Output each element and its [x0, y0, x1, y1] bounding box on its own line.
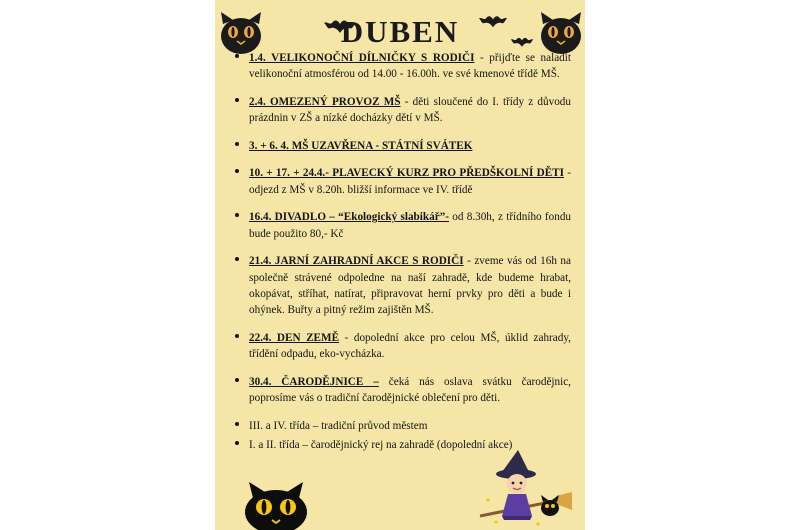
list-item — [233, 138, 571, 154]
witch-on-broom-icon — [468, 450, 573, 528]
event-lead: 16.4. DIVADLO – “Ekologický slabikář”- — [249, 211, 449, 224]
poster-header — [215, 6, 585, 56]
bullet-icon — [235, 54, 239, 58]
list-item — [233, 330, 571, 363]
event-lead: 30.4. ČARODĚJNICE – — [249, 375, 379, 388]
black-cat-icon — [239, 480, 314, 530]
poster-sheet — [215, 0, 585, 530]
list-item — [233, 253, 571, 319]
events-list — [233, 50, 571, 456]
sub-item-text: III. a IV. třída – tradiční průvod městem — [249, 419, 428, 432]
event-text: - přijďte se naladit velikonoční atmosférou od 14.00 - 16.00h. ve své kmenové třídě MŠ. — [249, 52, 571, 81]
list-item — [233, 209, 571, 242]
bullet-icon — [235, 169, 239, 173]
bullet-icon — [235, 441, 239, 445]
list-item — [233, 374, 571, 407]
event-lead: 3. + 6. 4. MŠ UZAVŘENA - STÁTNÍ SVÁTEK — [249, 139, 473, 152]
bullet-icon — [235, 142, 239, 146]
event-text: - dopolední akce pro celou MŠ, úklid zahrady, třídění odpadu, eko-vycházka. — [249, 331, 571, 361]
bullet-icon — [235, 257, 239, 261]
list-item — [233, 50, 571, 83]
event-text: čeká nás oslava svátku čarodějnic, poprosíme vás o tradiční čarodějnické oblečení pro děti. — [249, 375, 571, 405]
bullet-icon — [235, 378, 239, 382]
list-item — [233, 418, 571, 434]
event-text: - zveme vás od 16h na společně strávené odpoledne na naší zahradě, kde budeme hrabat, okopávat, stříhat, natírat, připravovat herní prvky pro děti a bude i ohýnek. Buřty a pitný režim zajištěn MŠ. — [249, 255, 571, 317]
list-item — [233, 94, 571, 127]
bullet-icon — [235, 213, 239, 217]
page-title: DUBEN — [340, 14, 460, 49]
bullet-icon — [235, 334, 239, 338]
list-item — [233, 165, 571, 198]
sub-item-text: I. a II. třída – čarodějnický rej na zahradě (dopolední akce) — [249, 438, 513, 451]
bullet-icon — [235, 98, 239, 102]
event-text: - děti sloučené do I. třídy z důvodu prázdnin v ZŠ a nízké docházky dětí v MŠ. — [249, 95, 571, 125]
event-text: - odjezd z MŠ v 8.20h. bližší informace ve IV. třídě — [249, 167, 571, 196]
event-text: od 8.30h, z třídního fondu bude použito 80,- Kč — [249, 211, 572, 240]
bullet-icon — [235, 422, 239, 426]
event-lead: 1.4. VELIKONOČNÍ DÍLNIČKY S RODIČI — [249, 52, 475, 64]
event-lead: 22.4. DEN ZEMĚ — [249, 331, 340, 344]
event-lead: 10. + 17. + 24.4.- PLAVECKÝ KURZ PRO PŘEDŠKOLNÍ DĚTI — [249, 167, 564, 180]
event-lead: 21.4. JARNÍ ZAHRADNÍ AKCE S RODIČI — [249, 255, 464, 268]
event-lead: 2.4. OMEZENÝ PROVOZ MŠ — [249, 95, 401, 108]
